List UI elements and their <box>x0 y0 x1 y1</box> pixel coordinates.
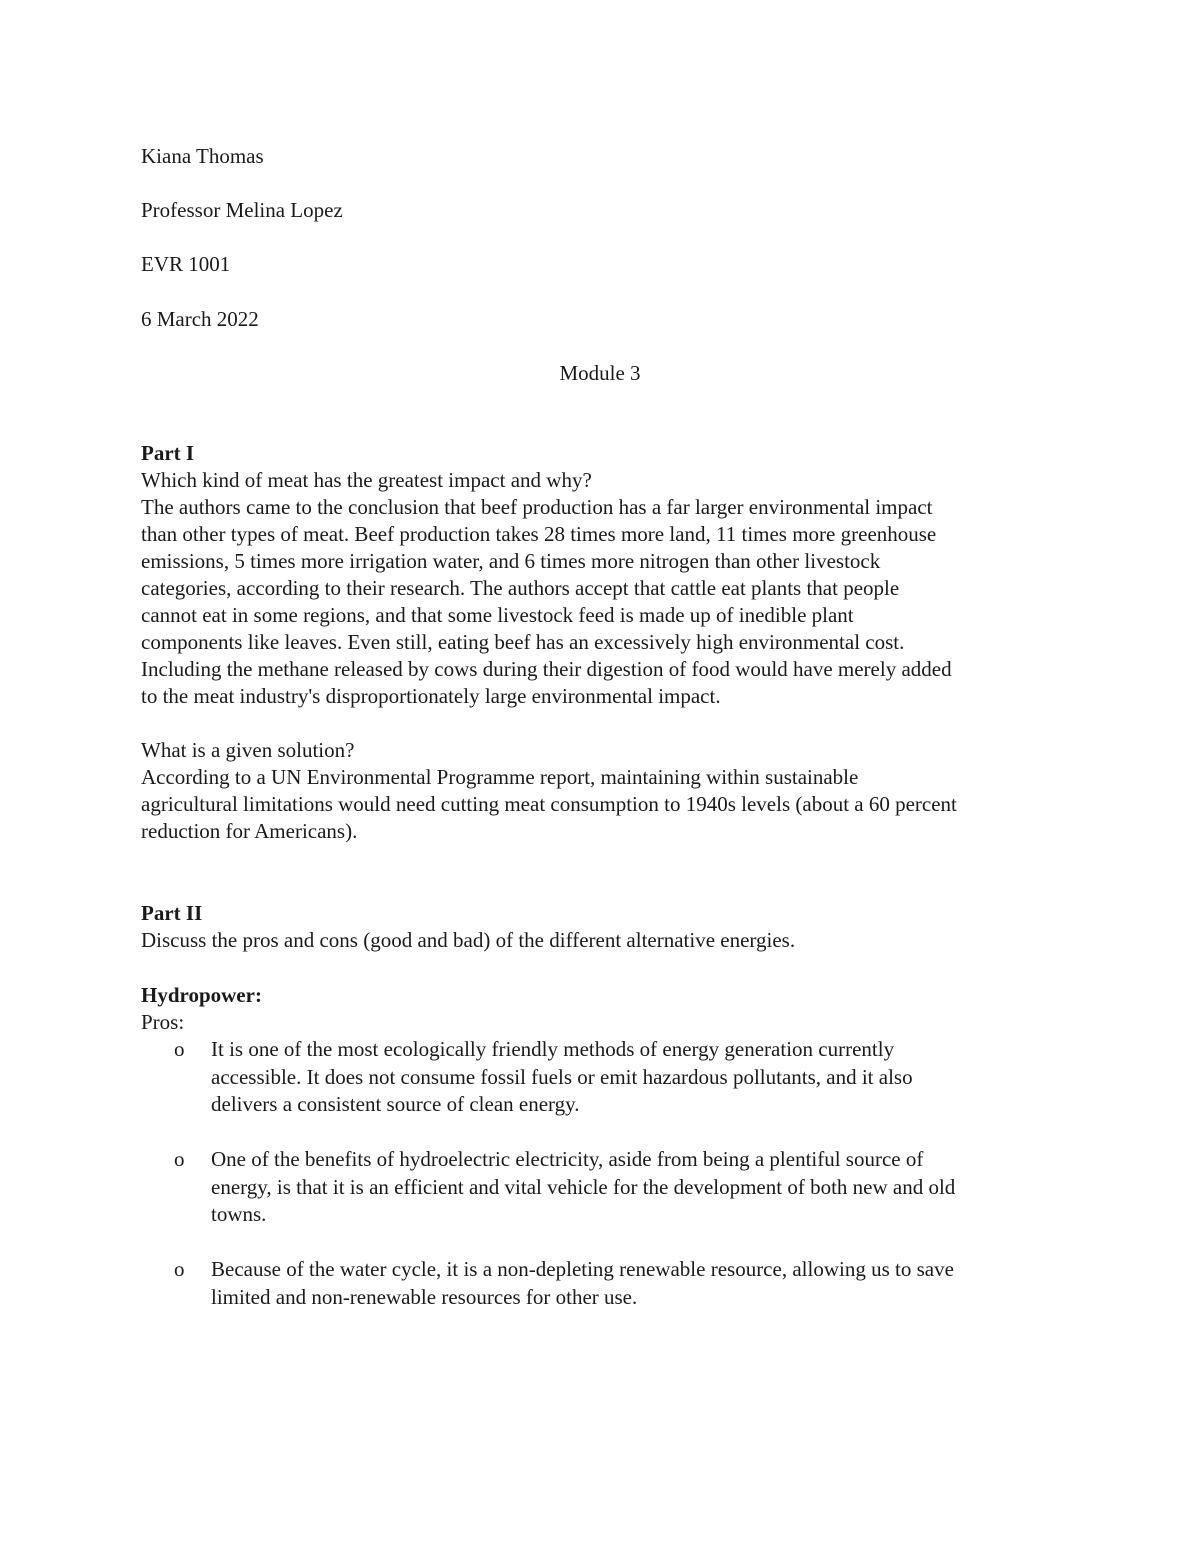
bullet-line: towns. <box>211 1202 267 1226</box>
paragraph-line: According to a UN Environmental Programme report, maintaining within sustainable <box>141 765 859 789</box>
paragraph-line: to the meat industry's disproportionately large environmental impact. <box>141 684 721 708</box>
bullet-line: Because of the water cycle, it is a non-depleting renewable resource, allowing us to save <box>211 1257 954 1281</box>
bullet-marker: o <box>174 1037 185 1061</box>
document-title: Module 3 <box>559 361 641 385</box>
part2-prompt: Discuss the pros and cons (good and bad) of the different alternative energies. <box>141 928 796 952</box>
paragraph-line: emissions, 5 times more irrigation water, and 6 times more nitrogen than other livestock <box>141 549 881 573</box>
paragraph-line: categories, according to their research. The authors accept that cattle eat plants that people <box>141 576 900 600</box>
date-line: 6 March 2022 <box>141 307 259 331</box>
hydropower-heading: Hydropower: <box>141 983 262 1007</box>
student-name: Kiana Thomas <box>141 144 264 168</box>
bullet-line: It is one of the most ecologically friendly methods of energy generation currently <box>211 1037 895 1061</box>
part1-question2: What is a given solution? <box>141 738 355 762</box>
paragraph-line: Including the methane released by cows during their digestion of food would have merely added <box>141 657 952 681</box>
pros-label: Pros: <box>141 1010 185 1034</box>
bullet-line: accessible. It does not consume fossil fuels or emit hazardous pollutants, and it also <box>211 1065 913 1089</box>
bullet-line: energy, is that it is an efficient and vital vehicle for the development of both new and old <box>211 1175 956 1199</box>
part2-heading: Part II <box>141 901 203 925</box>
course-code: EVR 1001 <box>141 252 231 276</box>
bullet-line: limited and non-renewable resources for other use. <box>211 1285 638 1309</box>
professor-name: Professor Melina Lopez <box>141 198 343 222</box>
bullet-marker: o <box>174 1147 185 1171</box>
part1-heading: Part I <box>141 441 195 465</box>
bullet-line: One of the benefits of hydroelectric electricity, aside from being a plentiful source of <box>211 1147 924 1171</box>
bullet-marker: o <box>174 1257 185 1281</box>
paragraph-line: The authors came to the conclusion that beef production has a far larger environmental impact <box>141 495 933 519</box>
bullet-line: delivers a consistent source of clean energy. <box>211 1092 580 1116</box>
paragraph-line: cannot eat in some regions, and that some livestock feed is made up of inedible plant <box>141 603 854 627</box>
paragraph-line: agricultural limitations would need cutting meat consumption to 1940s levels (about a 60 percent <box>141 792 957 816</box>
part1-question1: Which kind of meat has the greatest impact and why? <box>141 468 592 492</box>
paragraph-line: components like leaves. Even still, eating beef has an excessively high environmental cost. <box>141 630 905 654</box>
paragraph-line: reduction for Americans). <box>141 819 358 843</box>
paragraph-line: than other types of meat. Beef production takes 28 times more land, 11 times more greenhouse <box>141 522 937 546</box>
